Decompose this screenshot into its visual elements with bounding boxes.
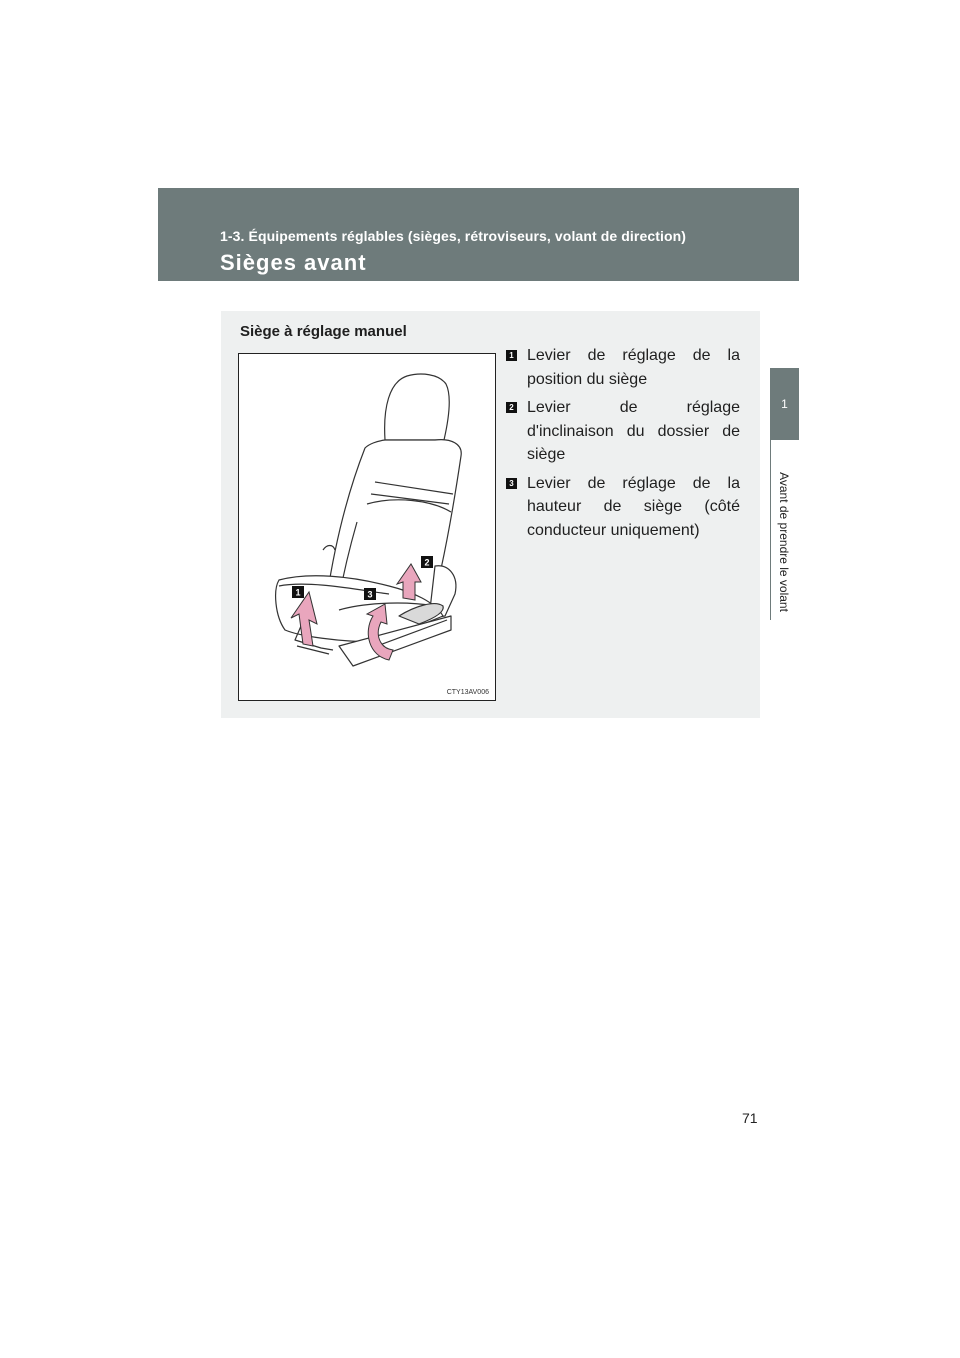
number-marker-icon: 2 — [506, 402, 517, 413]
list-item — [505, 472, 740, 543]
panel-title: Siège à réglage manuel — [240, 323, 407, 340]
seat-illustration — [239, 354, 495, 700]
chapter-label: Avant de prendre le volant — [777, 472, 791, 612]
chapter-number: 1 — [781, 397, 788, 411]
seat-figure — [238, 353, 496, 701]
page-title: Sièges avant — [220, 250, 367, 275]
list-item-text: Levier de réglage de la position du siège — [527, 347, 740, 388]
number-marker-icon: 1 — [506, 350, 517, 361]
section-header — [158, 188, 799, 281]
section-breadcrumb: 1-3. Équipements réglables (sièges, rétroviseurs, volant de direction) — [220, 228, 687, 244]
list-item — [505, 396, 740, 467]
info-panel — [221, 311, 760, 718]
page-number: 71 — [742, 1110, 758, 1126]
marker-label: 3 — [367, 589, 373, 600]
headrest-shape — [385, 374, 450, 440]
marker-label: 2 — [424, 557, 430, 568]
list-item — [505, 344, 740, 391]
marker-label: 1 — [295, 587, 301, 598]
list-item-text: Levier de réglage de la hauteur de siège (côté conducteur uniquement) — [527, 474, 740, 539]
chapter-tab — [770, 368, 799, 440]
list-item-text: Levier de réglage d'inclinaison du dossier de siège — [527, 399, 740, 463]
lever-list — [505, 344, 740, 547]
number-marker-icon: 3 — [506, 478, 517, 489]
figure-code: CTY13AV006 — [446, 689, 489, 696]
chapter-tab-line — [770, 440, 771, 620]
